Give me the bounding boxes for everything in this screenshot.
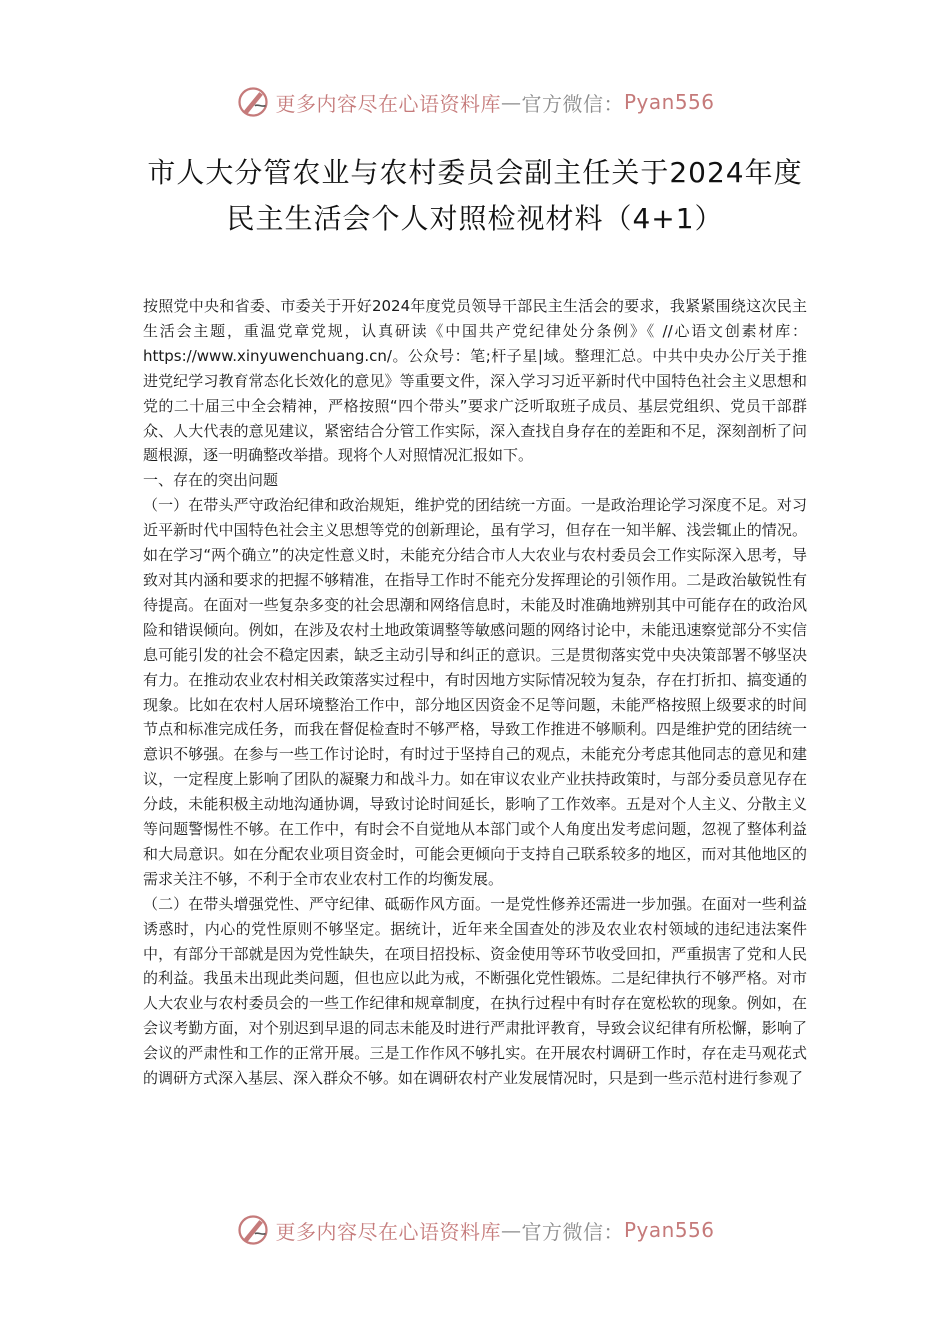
pen-logo-icon xyxy=(235,1212,271,1248)
banner-brand: 更多内容尽在心语资料库 xyxy=(275,1219,501,1244)
banner-account: Pyan556 xyxy=(623,90,715,114)
banner-dash: — xyxy=(500,90,522,114)
body-paragraph: （二）在带头增强党性、严守纪律、砥砺作风方面。一是党性修养还需进一步加强。在面对一些利益诱惑时，内心的党性原则不够坚定。据统计，近年来全国查处的涉及农业农村领域的违纪违法案件中，有部分干部就是因为党性缺失，在项目招投标、资金使用等环节收受回扣，严重损害了党和人民的利益。我虽未出现此类问题，但也应以此为戒，不断强化党性锻炼。二是纪律执行不够严格。对市人大农业与农村委员会的一些工作纪律和规章制度，在执行过程中有时存在宽松软的现象。例如，在会议考勤方面，对个别迟到早退的同志未能及时进行严肃批评教育，导致会议纪律有所松懈，影响了会议的严肃性和工作的正常开展。三是工作作风不够扎实。在开展农村调研工作时，存在走马观花式的调研方式深入基层、深入群众不够。如在调研农村产业发展情况时，只是到一些示范村进行参观了 xyxy=(143,894,807,1088)
banner-account: Pyan556 xyxy=(623,1218,715,1242)
banner-dash: — xyxy=(500,1218,522,1242)
title-line-2: 民主生活会个人对照检视材料（4+1） xyxy=(226,202,724,235)
document-body xyxy=(143,294,807,1091)
banner-brand: 更多内容尽在心语资料库 xyxy=(275,91,501,116)
title-line-1: 市人大分管农业与农村委员会副主任关于2024年度 xyxy=(147,156,803,189)
banner-wechat-label: 官方微信： xyxy=(521,1219,624,1244)
watermark-banner-top xyxy=(0,82,950,122)
document-title xyxy=(100,150,850,242)
body-paragraph: （一）在带头严守政治纪律和政治规矩，维护党的团结统一方面。一是政治理论学习深度不足。对习近平新时代中国特色社会主义思想等党的创新理论，虽有学习，但存在一知半解、浅尝辄止的情况。如在学习“两个确立”的决定性意义时，未能充分结合市人大农业与农村委员会工作实际深入思考，导致对其内涵和要求的把握不够精准，在指导工作时不能充分发挥理论的引领作用。二是政治敏锐性有待提高。在面对一些复杂多变的社会思潮和网络信息时，未能及时准确地辨别其中可能存在的政治风险和错误倾向。例如，在涉及农村土地政策调整等敏感问题的网络讨论中，未能迅速察觉部分不实信息可能引发的社会不稳定因素，缺乏主动引导和纠正的意识。三是贯彻落实党中央决策部署不够坚决有力。在推动农业农村相关政策落实过程中，有时因地方实际情况较为复杂，存在打折扣、搞变通的现象。比如在农村人居环境整治工作中，部分地区因资金不足等问题，未能严格按照上级要求的时间节点和标准完成任务，而我在督促检查时不够严格，导致工作推进不够顺利。四是维护党的团结统一意识不够强。在参与一些工作讨论时，有时过于坚持自己的观点，未能充分考虑其他同志的意见和建议，一定程度上影响了团队的凝聚力和战斗力。如在审议农业产业扶持政策时，与部分委员意见存在分歧，未能积极主动地沟通协调，导致讨论时间延长，影响了工作效率。五是对个人主义、分散主义等问题警惕性不够。在工作中，有时会不自觉地从本部门或个人角度出发考虑问题，忽视了整体利益和大局意识。如在分配农业项目资金时，可能会更倾向于支持自己联系较多的地区，而对其他地区的需求关注不够，不利于全市农业农村工作的均衡发展。 xyxy=(143,496,807,888)
banner-wechat-label: 官方微信： xyxy=(521,91,624,116)
pen-logo-icon xyxy=(235,84,271,120)
section-heading: 一、存在的突出问题 xyxy=(143,471,279,490)
intro-paragraph: 按照党中央和省委、市委关于开好2024年度党员领导干部民主生活会的要求，我紧紧围绕这次民主生活会主题，重温党章党规，认真研读《中国共产党纪律处分条例》《 //心语文创素材库：https://www.xinyuwenchuang.cn/。公众号：笔;杆子星|域。整理汇总。中共中央办公厅关于推进党纪学习教育常态化长效化的意见》等重要文件，深入学习习近平新时代中国特色社会主义思想和党的二十届三中全会精神，严格按照“四个带头”要求广泛听取班子成员、基层党组织、党员干部群众、人大代表的意见建议，紧密结合分管工作实际，深入查找自身存在的差距和不足，深刻剖析了问题根源，逐一明确整改举措。现将个人对照情况汇报如下。 xyxy=(143,297,807,465)
watermark-banner-bottom xyxy=(0,1210,950,1250)
